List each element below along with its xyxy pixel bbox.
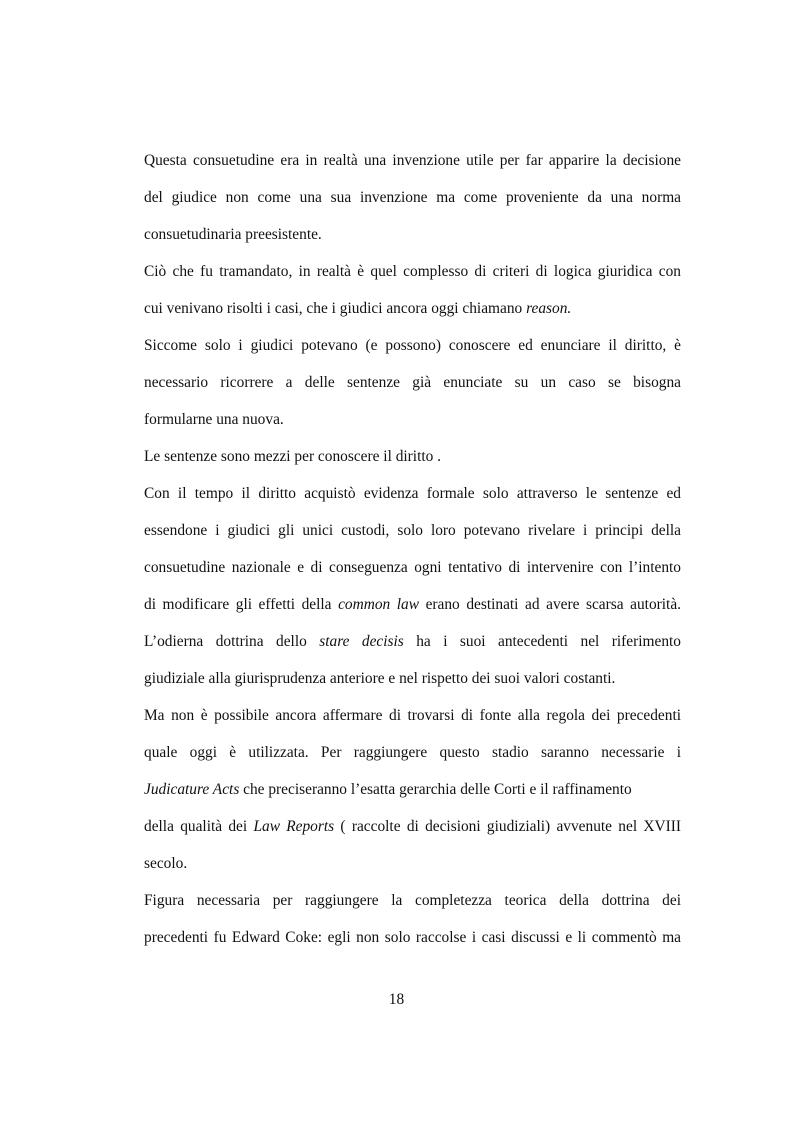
text-run: della qualità dei xyxy=(144,818,254,835)
text-line: Ciò che fu tramandato, in realtà è quel complesso di criteri di logica giuridica con xyxy=(144,263,681,280)
italic-term: Law Reports xyxy=(253,818,335,835)
text-line: Ma non è possibile ancora affermare di trovarsi di fonte alla regola dei precedenti xyxy=(144,707,681,724)
text-line: essendone i giudici gli unici custodi, solo loro potevano rivelare i principi della xyxy=(144,522,681,539)
text-line: Con il tempo il diritto acquistò evidenza formale solo attraverso le sentenze ed xyxy=(144,485,681,502)
text-line: precedenti fu Edward Coke: egli non solo raccolse i casi discussi e li commentò ma xyxy=(144,929,681,946)
text-line: Le sentenze sono mezzi per conoscere il diritto . xyxy=(144,448,442,465)
text-run: L’odierna dottrina dello xyxy=(144,633,320,650)
text-line: consuetudine nazionale e di conseguenza ogni tentativo di intervenire con l’intento xyxy=(144,559,681,576)
text-run: cui venivano risolti i casi, che i giudici ancora oggi chiamano xyxy=(144,300,527,317)
page-number: 18 xyxy=(388,991,405,1008)
text-line: Questa consuetudine era in realtà una invenzione utile per far apparire la decisione xyxy=(144,152,681,169)
italic-term: common law xyxy=(338,596,420,613)
text-run: ha i suoi antecedenti nel riferimento xyxy=(403,633,681,650)
text-line xyxy=(144,632,681,652)
italic-term: reason. xyxy=(526,300,572,317)
text-line: consuetudinaria preesistente. xyxy=(144,226,322,243)
text-run: di modificare gli effetti della xyxy=(144,596,339,613)
text-line xyxy=(144,817,681,837)
italic-term: stare decisis xyxy=(319,633,404,650)
italic-term: Judicature Acts xyxy=(144,781,240,798)
text-line: giudiziale alla giurisprudenza anteriore e nel rispetto dei suoi valori costanti. xyxy=(144,670,616,687)
text-run: erano destinati ad avere scarsa autorità. xyxy=(419,596,681,613)
text-line xyxy=(144,595,681,615)
text-run: ( raccolte di decisioni giudiziali) avvenute nel XVIII xyxy=(334,818,681,835)
text-run: che preciseranno l’esatta gerarchia delle Corti e il raffinamento xyxy=(239,781,632,798)
text-line xyxy=(144,780,681,800)
text-line: quale oggi è utilizzata. Per raggiungere questo stadio saranno necessarie i xyxy=(144,744,681,761)
text-line: del giudice non come una sua invenzione ma come proveniente da una norma xyxy=(144,189,681,206)
text-line: secolo. xyxy=(144,855,188,872)
text-line: Siccome solo i giudici potevano (e possono) conoscere ed enunciare il diritto, è xyxy=(144,337,681,354)
text-line: Figura necessaria per raggiungere la completezza teorica della dottrina dei xyxy=(144,892,681,909)
text-line: formularne una nuova. xyxy=(144,411,284,428)
text-line xyxy=(144,299,681,319)
text-line: necessario ricorrere a delle sentenze già enunciate su un caso se bisogna xyxy=(144,374,681,391)
